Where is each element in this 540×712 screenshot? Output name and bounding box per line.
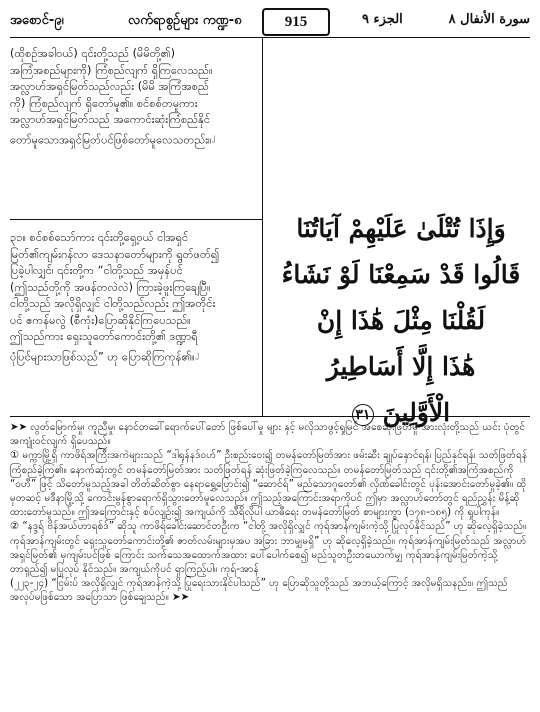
translation-line: (ထိုစဉ်အခါဝယ်) ၎င်းတို့သည် (မိမိတို့၏) <box>10 47 175 60</box>
translation-block-1 <box>10 46 256 149</box>
footnote-paragraph: ① မက္ကာမြို့ရှိ ကာဖိရ်အကြီးအကဲများသည် “ဒါရုန်နဒ်ဝဟ်” ဦးစည်းဝေး၍ တမန်တော်မြတ်အား ဖမ်းဆီး ချုပ်နှောင်ရန်၊ ပြည်နှင်ရန်၊ သတ်ဖြတ်ရန် ကြံစည်ခဲ့ကြ၏။ နောက်ဆုံးတွင် တမန်တော်မြတ်အား သတ်ဖြတ်ရန် ဆုံးဖြတ်ခဲ့ကြလေသည်။ တမန်တော်မြတ်သည် ၎င်းတို့၏အကြံအစည်ကို “ဝဟီ” ဖြင့် သိတော်မူသည့်အခါ တိတ်ဆိတ်စွာ နေရာရွှေ့ပြောင်း၍ “ဆောင်ရ်” မည်သောဂူတော်၏ လိုဏ်ခေါင်းတွင် ပုန်းအောင်းတော်မူခဲ့၏။ ထိုမှတဆင့် မဒီနာမြို့သို့ ကောင်းမွန်စွာရောက်ရှိသွားတော်မူလေသည်။ ဤသည့်အကြောင်းအရာကိုပင် ဤမှာ အလ္လာဟ်တော်တွင် ရည်ညွှန်း မိန့်ဆိုထားတော်မူသည်။ ဤအကြောင်းနှင့် စပ်လျဉ်း၍ အကျယ်ကို သီရိလိုပါ ယာဓီရေး တမန်တော်မြတ် စာများက္ခာ (၁၇၈-၁၈၅) ကို ရှုပါကုန်။ <box>10 450 528 519</box>
arabic-line: هَٰذَا إِلَّا أَسَاطِيرُ <box>326 352 476 381</box>
footnote-mark: ၂ <box>211 131 216 141</box>
arabic-line: وَإِذَا تُتْلَىٰ عَلَيْهِمْ آيَاتُنَا <box>296 214 506 243</box>
header-surah: سورة الأنفال ٨ <box>448 12 530 27</box>
footnote-paragraph: ② “နဒ္ဒရ် ဗိန်အယ်ဟာရစ်ဒ်” ဆိုသူ ကာဖိရ်ခေါင်းဆောင်တဦးက “ငါတို့ အလိုရှိလျှင် ကုရ်အာန်ကျမ်းကဲ့သို့ ပြုလုပ်နိုင်သည်” ဟု ဆိုလေ့ရှိခဲ့သည်။ ကုရ်အာန်ကျမ်းတွင် ရှေးသူတော်ကောင်းတို့၏ ဇာတ်လမ်းများမှအပ အခြား ဘာမျှမရှိ” ဟု ဆိုလေ့ရှိခဲ့သည်။ ကုရ်အာန်ကျမ်းမြတ်သည် အလ္လာဟ်အရှင်မြတ်၏ မှကျမ်းပင်ဖြစ် ကြောင်း သက်သေအထောက်အထား ပေါ်ပေါက်စေ၍ မည်သူတဦးတယောက်မျှ ကုရ်အာန်ကျမ်းမြတ်ကဲ့သို့ တာရှည်၍ မပြုလုပ် နိုင်သည်။ အကျယ်ကိုပင် ရှာကြည့်ပါ။ ကုရ်-အာန် <box>10 521 527 576</box>
translation-line: အလ္လာဟ်အရှင်မြတ်သည် အကောင်းဆုံးကြံစည်နိုင် <box>10 113 211 126</box>
translation-line: ပင် ဧကန်မလွဲ (စီကုံး)ပြောဆိုနိုင်ကြပေသည်။ <box>10 313 191 327</box>
arabic-line: الْأَوَّلِينَ ٣١ <box>272 390 530 436</box>
arabic-line: قَالُوا قَدْ سَمِعْنَا لَوْ نَشَاءُ <box>281 260 521 289</box>
translation-line: ပြခဲ့ပါလျှင်၊ ၎င်းတို့က “ငါတို့သည် အမှန်ပင် <box>10 264 183 277</box>
translation-line: ၃၁။ စင်စစ်သော်ကား ၎င်းတို့ရှေ့ဝယ် ငါအရှင် <box>10 231 189 244</box>
translation-line: ဤသည်ကား ရှေးသူတော်ကောင်းတို့၏ ဒဏ္ဍာရီ <box>10 330 198 343</box>
translation-line: အကြံအစည်များကို) ကြံစည်လျက် ရှိကြလေသည်။ <box>10 63 213 77</box>
footnote-mark: ၂ <box>194 348 199 358</box>
block-separator <box>10 219 262 220</box>
header-rule <box>10 37 530 38</box>
header-volume: အစောင်-၉၊ <box>10 13 64 28</box>
page-header <box>10 8 530 34</box>
page-number: 915 <box>284 13 308 30</box>
translation-line: ပုံပြင်များသာဖြစ်သည်” ဟု ပြောဆိုကြကုန်၏။$^၂$ <box>10 348 199 364</box>
translation-line: (ဤသည်တို့ကို အဖန်တလဲလဲ) ကြားခဲ့ဖူးကြချေပြီ။ <box>10 280 211 294</box>
footnotes <box>10 421 530 606</box>
arabic-line: لَقُلْنَا مِثْلَ هَٰذَا إِنْ <box>316 306 486 335</box>
translation-line: အလ္လာဟ်အရှင်မြတ်သည်လည်း (မိမိ အကြံအစည် <box>10 80 209 93</box>
translation-line: ငါတို့သည် အလိုရှိလျှင် ငါတို့သည်လည်း ဤအတိုင်း <box>10 297 216 310</box>
header-juz: الجزء ٩ <box>362 12 403 27</box>
ayah-number-marker: ٣١ <box>352 404 374 426</box>
translation-line: ကို) ကြံစည်လျက် ရှိတော်မူ၏။ စင်စစ်တမူကား <box>10 96 198 110</box>
footnote-paragraph: (၂၂၃-၂၄) “ငြမ်းပ် အလိုရှိလျှင် ကုရ်အာန်ကဲ့သို့ ပြုရေးသားနိုင်ပါသည်” ဟု ပြောဆိုသူတို့သည် အဘယ့်ကြောင့် အလိုမရှိသနည်း။ ဤသည် အလုပ်မဖြစ်သော အပြောသာ ဖြစ်ချေသည်။ ➤➤ <box>10 578 508 604</box>
header-section: လက်ရာစွဉ်များ ကဏ္ဍ-၈ <box>128 13 242 28</box>
page-number-box <box>262 8 330 36</box>
translation-line: မြတ်၏ကျမ်းဂန်လာ ဒေသနာတော်များကို ရွတ်ဖတ်၍ <box>10 247 220 261</box>
translation-line: တော်မူသောအရှင်မြတ်ပင်ဖြစ်တော်မူလေသတည်း။$^၂$ <box>10 131 216 147</box>
footnote-paragraph: ➤➤ လွတ်မြောက်မှု၊ ကူညီမှု၊ နောင်တခေါ်ရောက်ပေါ်တော် ဖြစ်ပေါ်မှု များ နှင့် မလိုသာဖွင့်ရှုမြင် အစေဆုံးဖြတ်မှု အားလုံးတို့သည် ယင်း ပုံတွင် အကျုံးဝင်လျက် ရှိပေသည်။ <box>10 422 526 448</box>
translation-block-2 <box>10 230 256 366</box>
arabic-verse <box>272 206 530 436</box>
column-divider <box>262 37 263 416</box>
